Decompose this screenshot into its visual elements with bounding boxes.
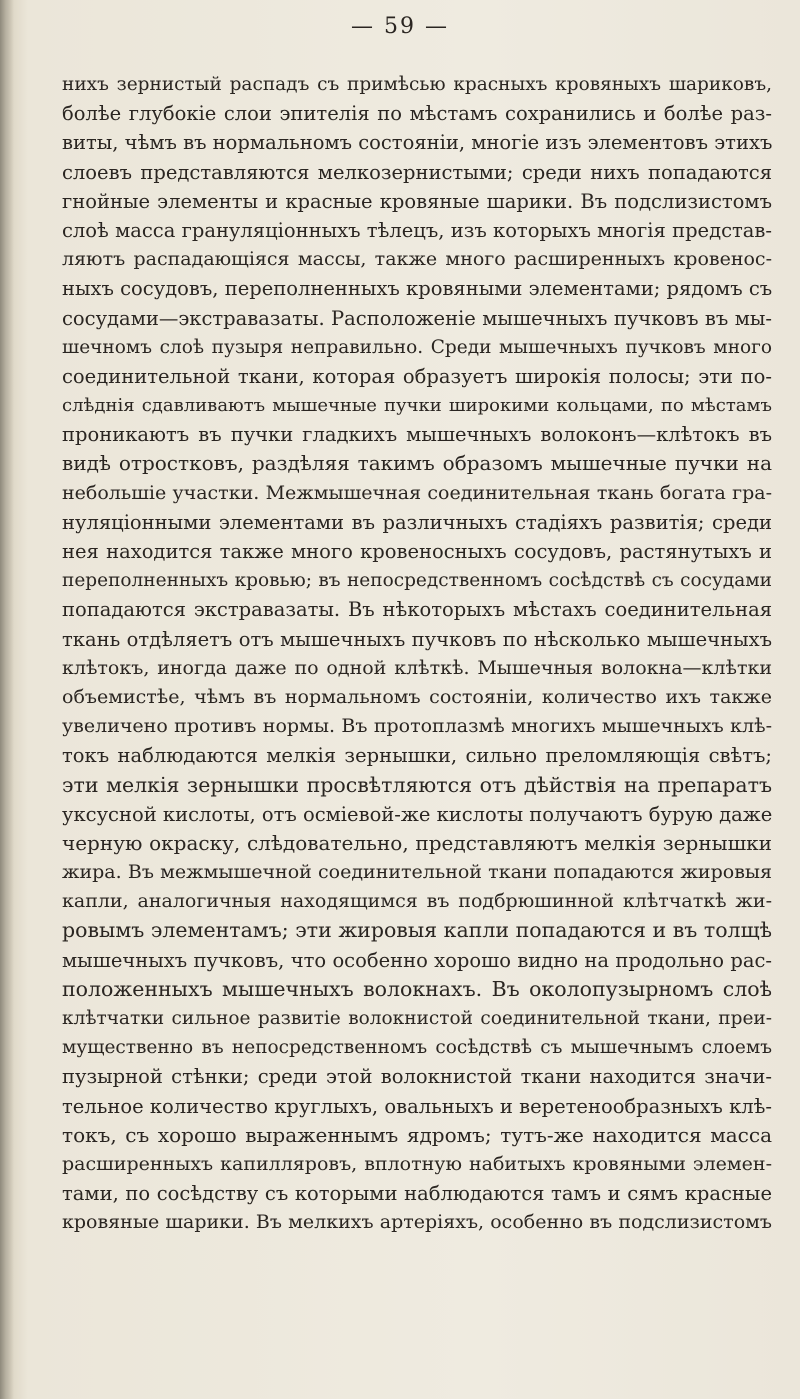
- text-line: положенныхъ мышечныхъ волокнахъ. Въ околопузырномъ слоѣ: [62, 976, 772, 1001]
- text-line: попадаются экстравазаты. Въ нѣкоторыхъ мѣстахъ соединительная: [62, 598, 772, 622]
- text-line: нея находится также много кровеносныхъ сосудовъ, растянутыхъ и: [62, 540, 772, 563]
- text-line: небольшіе участки. Межмышечная соединительная ткань богата гра-: [62, 481, 772, 504]
- text-line: слоевъ представляются мелкозернистыми; среди нихъ попадаются: [62, 160, 772, 184]
- text-line: сосудами—экстравазаты. Расположеніе мышечныхъ пучковъ въ мы-: [62, 306, 772, 330]
- text-line: гнойные элементы и красные кровяные шарики. Въ подслизистомъ: [62, 189, 772, 213]
- text-line: ткань отдѣляетъ отъ мышечныхъ пучковъ по нѣсколько мышечныхъ: [62, 627, 772, 651]
- text-line: токъ, съ хорошо выраженнымъ ядромъ; тутъ-же находится масса: [62, 1122, 772, 1147]
- text-line: жира. Въ межмышечной соединительной ткани попадаются жировыя: [62, 861, 772, 884]
- text-line: тами, по сосѣдству съ которыми наблюдаются тамъ и сямъ красные: [62, 1182, 772, 1206]
- text-line: пузырной стѣнки; среди этой волокнистой ткани находится значи-: [62, 1065, 772, 1089]
- text-line: уксусной кислоты, отъ осміевой-же кислоты получаютъ бурую даже: [62, 802, 772, 826]
- text-line: объемистѣе, чѣмъ въ нормальномъ состояніи, количество ихъ также: [62, 685, 772, 708]
- text-line: мущественно въ непосредственномъ сосѣдствѣ съ мышечнымъ слоемъ: [62, 1037, 772, 1059]
- text-line: виты, чѣмъ въ нормальномъ состояніи, многіе изъ элементовъ этихъ: [62, 131, 772, 155]
- text-line: нуляціонными элементами въ различныхъ стадіяхъ развитія; среди: [62, 510, 772, 534]
- text-line: шечномъ слоѣ пузыря неправильно. Среди мышечныхъ пучковъ много: [62, 336, 772, 358]
- text-line: мышечныхъ пучковъ, что особенно хорошо видно на продольно рас-: [62, 948, 772, 972]
- text-line: болѣе глубокіе слои эпителія по мѣстамъ сохранились и болѣе раз-: [62, 102, 772, 126]
- text-line: расширенныхъ капилляровъ, вплотную набитыхъ кровяными элемен-: [62, 1152, 772, 1175]
- text-line: клѣтокъ, иногда даже по одной клѣткѣ. Мышечныя волокна—клѣтки: [62, 656, 772, 679]
- text-line: ровымъ элементамъ; эти жировыя капли попадаются и въ толщѣ: [62, 918, 772, 943]
- page-number: — 59 —: [351, 14, 449, 39]
- text-line: слоѣ масса грануляціонныхъ тѣлецъ, изъ которыхъ многія представ-: [62, 218, 772, 242]
- text-line: ныхъ сосудовъ, переполненныхъ кровяными элементами; рядомъ съ: [62, 277, 772, 301]
- text-line: капли, аналогичныя находящимся въ подбрюшинной клѣтчаткѣ жи-: [62, 890, 772, 913]
- body-text: [62, 70, 772, 1238]
- text-line: соединительной ткани, которая образуетъ широкія полосы; эти по-: [62, 364, 772, 388]
- text-line: клѣтчатки сильное развитіе волокнистой соединительной ткани, преи-: [62, 1008, 772, 1029]
- text-line: ляютъ распадающіяся массы, также много расширенныхъ кровенос-: [62, 248, 772, 271]
- text-line: переполненныхъ кровью; въ непосредственномъ сосѣдствѣ съ сосудами: [62, 570, 772, 592]
- text-line: кровяные шарики. Въ мелкихъ артеріяхъ, особенно въ подслизистомъ: [62, 1211, 772, 1234]
- text-line: увеличено противъ нормы. Въ протоплазмѣ многихъ мышечныхъ клѣ-: [62, 715, 772, 738]
- text-line: слѣднія сдавливаютъ мышечные пучки широкими кольцами, по мѣстамъ: [62, 395, 772, 417]
- text-line: токъ наблюдаются мелкія зернышки, сильно преломляющія свѣтъ;: [62, 744, 772, 768]
- text-line: видѣ отростковъ, раздѣляя такимъ образомъ мышечные пучки на: [62, 451, 772, 476]
- text-line: черную окраску, слѣдовательно, представляютъ мелкія зернышки: [62, 830, 772, 855]
- page-spine-shadow: [0, 0, 14, 1399]
- text-line: эти мелкія зернышки просвѣтляются отъ дѣйствія на препаратъ: [62, 772, 772, 797]
- text-line: проникаютъ въ пучки гладкихъ мышечныхъ волоконъ—клѣтокъ въ: [62, 423, 772, 447]
- text-line: тельное количество круглыхъ, овальныхъ и веретенообразныхъ клѣ-: [62, 1094, 772, 1118]
- text-line: нихъ зернистый распадъ съ примѣсью красныхъ кровяныхъ шариковъ,: [62, 74, 772, 95]
